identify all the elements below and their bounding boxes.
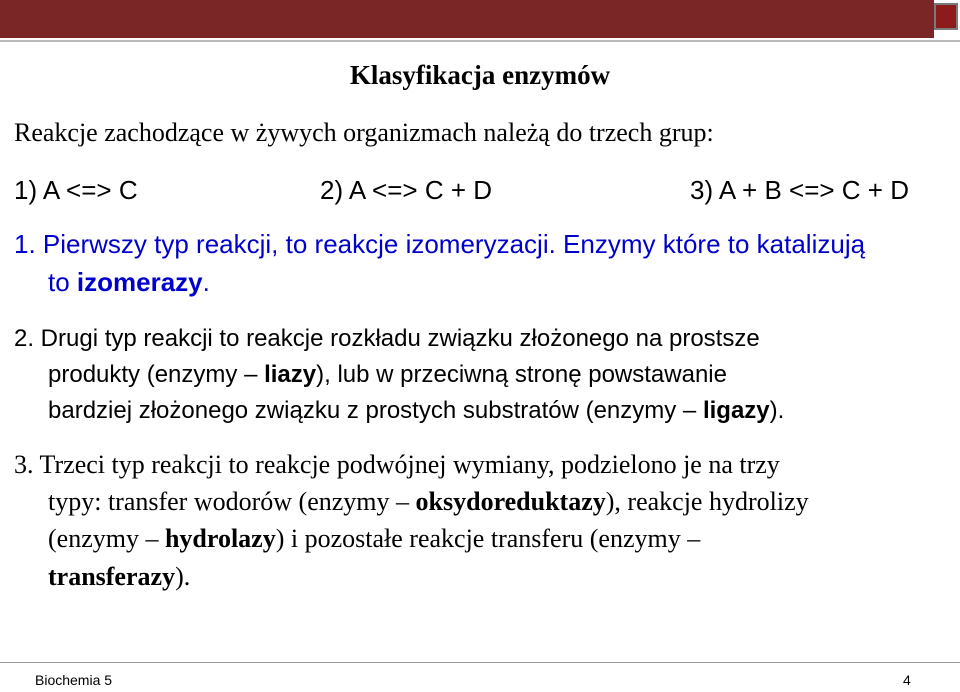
top-banner: [0, 0, 960, 44]
intro-text: Reakcje zachodzące w żywych organizmach należą do trzech grup:: [14, 118, 714, 147]
point-3-line-2: typy: transfer wodorów (enzymy – oksydoreduktazy), reakcje hydrolizy: [48, 487, 809, 516]
point-3-line-1: 3. Trzeci typ reakcji to reakcje podwójnej wymiany, podzielono je na trzy: [14, 450, 780, 479]
footer-course-label: Biochemia 5: [35, 672, 113, 688]
reaction-3: 3) A + B <=> C + D: [690, 175, 909, 205]
term-oksydoreduktazy: oksydoreduktazy: [415, 487, 606, 516]
reaction-1: 1) A <=> C: [14, 175, 138, 205]
point-3-line-4: transferazy).: [48, 562, 191, 591]
term-izomerazy: izomerazy: [76, 267, 203, 297]
point-2-line-3: bardziej złożonego związku z prostych substratów (enzymy – ligazy).: [48, 397, 785, 424]
slide-title: Klasyfikacja enzymów: [349, 60, 611, 90]
top-banner-line: [0, 40, 960, 42]
point-2-line-2: produkty (enzymy – liazy), lub w przeciwną stronę powstawanie: [48, 361, 727, 388]
footer-divider: [0, 662, 960, 663]
top-banner-square: [934, 3, 958, 30]
point-1-line-2: to izomerazy.: [48, 267, 210, 297]
top-banner-bar: [0, 0, 934, 38]
page-number: 4: [903, 672, 911, 688]
term-ligazy: ligazy: [702, 397, 770, 424]
term-hydrolazy: hydrolazy: [164, 524, 276, 553]
point-3-line-3: (enzymy – hydrolazy) i pozostałe reakcje transferu (enzymy –: [48, 524, 701, 553]
reaction-2: 2) A <=> C + D: [320, 175, 492, 205]
term-transferazy: transferazy: [48, 562, 176, 591]
point-1-line-1: 1. Pierwszy typ reakcji, to reakcje izomeryzacji. Enzymy które to katalizują: [14, 229, 866, 259]
term-liazy: liazy: [264, 361, 317, 388]
point-2-line-1: 2. Drugi typ reakcji to reakcje rozkładu związku złożonego na prostsze: [14, 325, 760, 352]
